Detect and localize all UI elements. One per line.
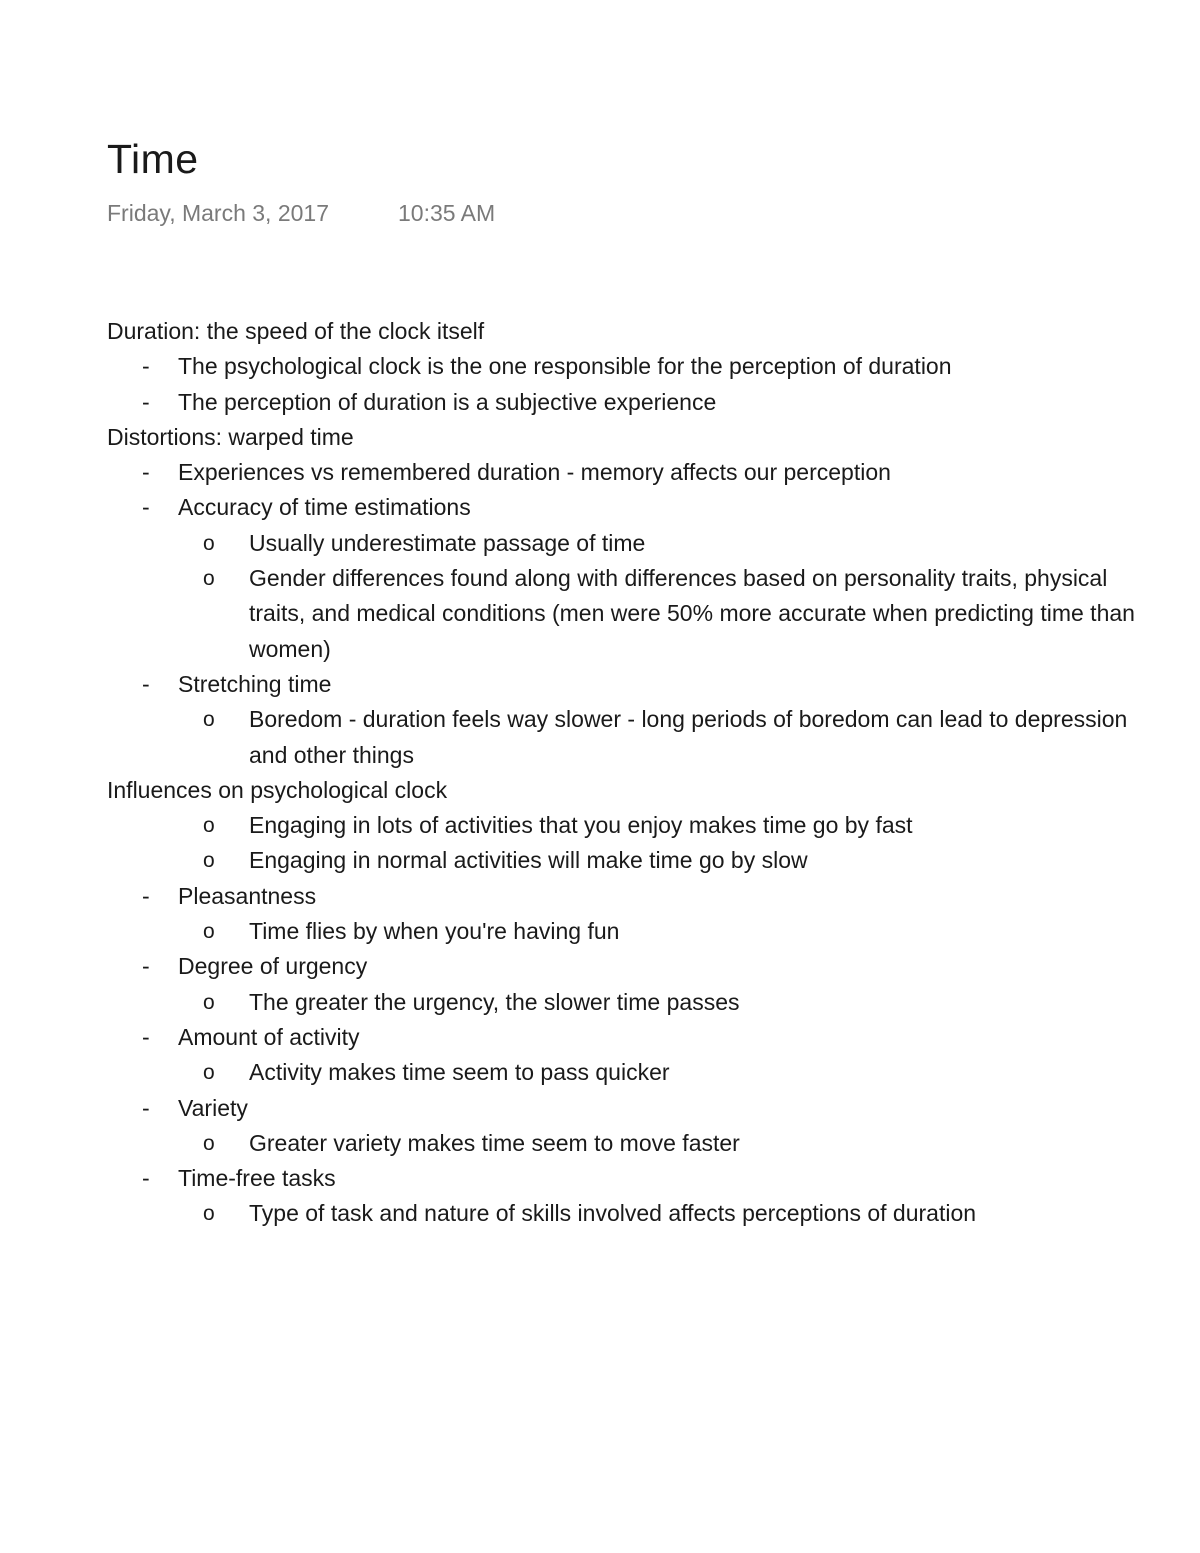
bullet-text: Amount of activity (178, 1023, 360, 1050)
dash-bullet-icon: - (142, 1094, 150, 1121)
bullet-text: Time-free tasks (178, 1165, 336, 1192)
circle-bullet-icon: o (203, 1061, 215, 1085)
bullet-item (107, 1020, 1147, 1055)
bullet-text: Accuracy of time estimations (178, 494, 471, 521)
dash-bullet-icon: - (142, 353, 150, 380)
bullet-text: Type of task and nature of skills involved affects perceptions of duration (249, 1200, 977, 1227)
note-date: Friday, March 3, 2017 (107, 200, 330, 226)
page-title: Time (107, 136, 199, 182)
sub-bullet-item (107, 843, 1147, 878)
bullet-text: Activity makes time seem to pass quicker (249, 1059, 670, 1086)
bullet-text: Greater variety makes time seem to move faster (249, 1129, 740, 1156)
bullet-text: Engaging in lots of activities that you enjoy makes time go by fast (249, 812, 913, 839)
bullet-text: The psychological clock is the one responsible for the perception of duration (178, 353, 952, 380)
sub-bullet-item (107, 702, 1147, 773)
circle-bullet-icon: o (203, 1202, 215, 1226)
dash-bullet-icon: - (142, 1023, 150, 1050)
bullet-item (107, 1161, 1147, 1196)
circle-bullet-icon: o (203, 849, 215, 873)
bullet-item (107, 349, 1147, 384)
sub-bullet-item (107, 914, 1147, 949)
bullet-text: Engaging in normal activities will make time go by slow (249, 847, 808, 874)
bullet-text: Time flies by when you're having fun (249, 918, 620, 945)
bullet-item (107, 455, 1147, 490)
circle-bullet-icon: o (203, 814, 215, 838)
bullet-item (107, 490, 1147, 525)
dash-bullet-icon: - (142, 388, 150, 415)
circle-bullet-icon: o (203, 920, 215, 944)
circle-bullet-icon: o (203, 1131, 215, 1155)
note-body (107, 314, 1147, 1232)
circle-bullet-icon: o (203, 990, 215, 1014)
bullet-text: Boredom - duration feels way slower - long periods of boredom can lead to depression and other things (249, 706, 1128, 768)
outline-heading: Influences on psychological clock (107, 776, 448, 803)
outline-heading: Distortions: warped time (107, 423, 354, 450)
circle-bullet-icon: o (203, 567, 215, 591)
sub-bullet-item (107, 561, 1147, 667)
dash-bullet-icon: - (142, 494, 150, 521)
bullet-item (107, 667, 1147, 702)
bullet-text: The greater the urgency, the slower time passes (249, 988, 740, 1015)
dash-bullet-icon: - (142, 953, 150, 980)
dash-bullet-icon: - (142, 882, 150, 909)
sub-bullet-item (107, 1055, 1147, 1090)
sub-bullet-item (107, 808, 1147, 843)
note-time: 10:35 AM (398, 200, 496, 226)
bullet-item (107, 385, 1147, 420)
circle-bullet-icon: o (203, 708, 215, 732)
bullet-item (107, 1091, 1147, 1126)
dash-bullet-icon: - (142, 459, 150, 486)
bullet-text: Experiences vs remembered duration - memory affects our perception (178, 459, 891, 486)
bullet-text: Pleasantness (178, 882, 317, 909)
bullet-item (107, 949, 1147, 984)
sub-bullet-item (107, 1196, 1147, 1231)
sub-bullet-item (107, 1126, 1147, 1161)
bullet-text: The perception of duration is a subjective experience (178, 388, 717, 415)
bullet-text: Gender differences found along with differences based on personality traits, physical traits, and medical conditions (men were 50% more accurate when predicting time than women) (249, 565, 1135, 662)
sub-bullet-item (107, 526, 1147, 561)
bullet-text: Usually underestimate passage of time (249, 529, 646, 556)
bullet-text: Variety (178, 1094, 248, 1121)
sub-bullet-item (107, 985, 1147, 1020)
bullet-text: Degree of urgency (178, 953, 368, 980)
bullet-text: Stretching time (178, 670, 332, 697)
outline-heading: Duration: the speed of the clock itself (107, 318, 485, 344)
bullet-item (107, 879, 1147, 914)
dash-bullet-icon: - (142, 670, 150, 697)
circle-bullet-icon: o (203, 531, 215, 555)
dash-bullet-icon: - (142, 1165, 150, 1192)
